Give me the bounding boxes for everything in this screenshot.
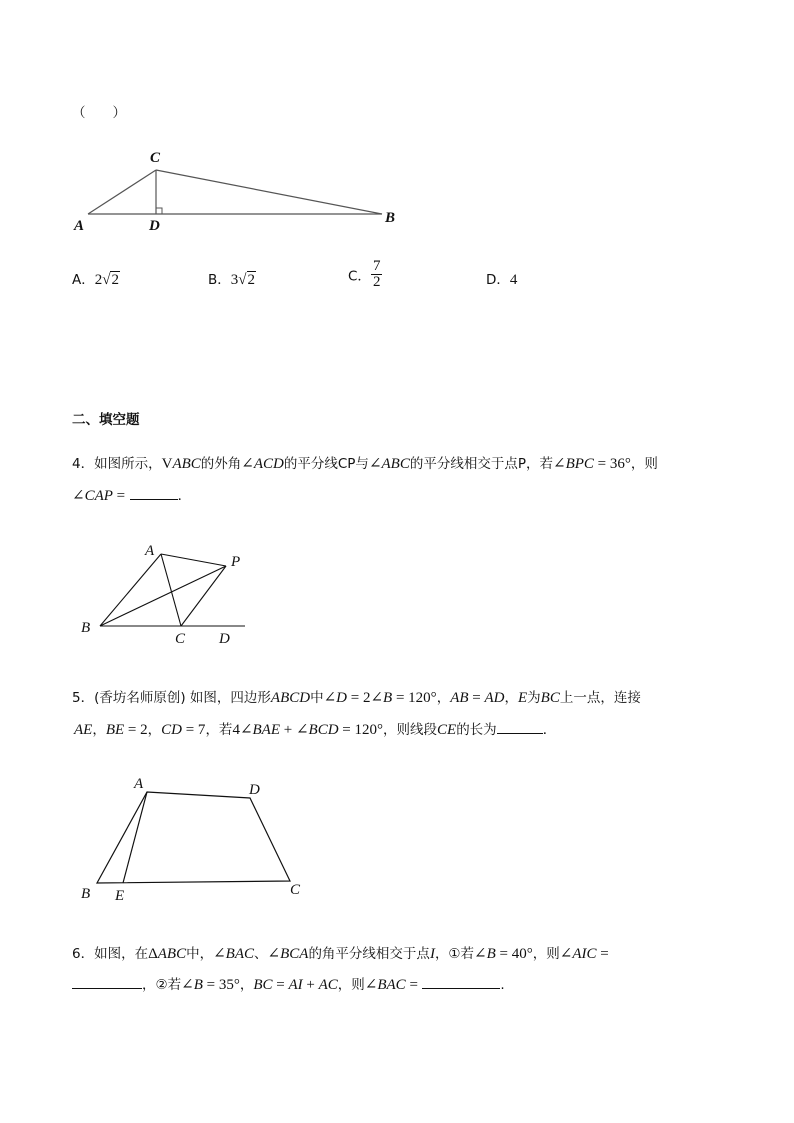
option-c-prefix: C．	[348, 268, 371, 285]
option-b-radicand: 2	[247, 272, 255, 288]
segment-ap	[161, 554, 226, 566]
text-run: 5．(香坊名师原创) 如图，四边形	[72, 690, 271, 706]
text-run: ，则	[532, 946, 560, 962]
text-run: Δ	[148, 946, 158, 962]
answer-parentheses: （ ）	[72, 105, 126, 121]
text-run: BAC	[377, 977, 406, 993]
label-b: B	[81, 620, 91, 636]
text-run: 4∠	[232, 722, 253, 738]
text-run: = 120°	[338, 722, 384, 738]
text-run: 4．如图所示，	[72, 456, 162, 472]
option-b[interactable]	[208, 268, 256, 289]
text-run: AC	[318, 977, 338, 993]
period: ．	[542, 722, 557, 738]
text-run: 、	[254, 946, 268, 962]
text-run: ∠	[559, 946, 573, 962]
text-run: 为	[527, 690, 541, 706]
text-run: CD	[161, 722, 182, 738]
segment-bp	[100, 566, 226, 626]
segment-ae	[123, 792, 147, 883]
right-angle-mark	[156, 208, 162, 214]
angle-sign: ∠	[72, 488, 85, 504]
text-run: ，①若	[434, 946, 475, 962]
text-run: ABCD	[270, 690, 311, 706]
text-run: BE	[105, 722, 125, 738]
text-run: BCD	[308, 722, 339, 738]
text-run: 的外角	[200, 456, 242, 472]
text-run: =	[405, 977, 418, 993]
text-run: ABC	[157, 946, 187, 962]
label-c: C	[290, 882, 301, 898]
text-run: 上一点，连接	[559, 690, 641, 706]
text-run: ∠	[553, 456, 566, 472]
text-run: 的平分线相交于点P，若	[409, 456, 553, 472]
label-d: D	[249, 782, 260, 798]
label-b: B	[81, 886, 91, 902]
text-run: 中	[310, 690, 324, 706]
label-c: C	[150, 150, 161, 166]
text-run: = 120°	[392, 690, 437, 706]
text-run: I	[429, 946, 435, 962]
option-b-prefix: B．	[208, 272, 231, 288]
segment-ba	[100, 554, 161, 626]
side-ac	[88, 170, 156, 214]
text-run: V	[161, 456, 173, 472]
text-run: AB	[450, 690, 469, 706]
angle-name: CAP	[84, 488, 113, 504]
text-run: ABC	[172, 456, 201, 472]
text-run: ∠	[241, 456, 254, 472]
text-run: 的长为	[456, 722, 497, 738]
text-run: = 40°	[495, 946, 533, 962]
text-run: ∠	[323, 690, 337, 706]
q6-text-line2	[72, 973, 505, 994]
equals-sign: =	[112, 488, 126, 504]
text-run: B	[383, 690, 393, 706]
label-p: P	[231, 554, 241, 570]
q6-text-line1	[72, 942, 609, 963]
label-d: D	[149, 218, 160, 234]
text-run: 的平分线CP与	[283, 456, 369, 472]
q4-text-line1	[72, 452, 658, 473]
text-run: =	[468, 690, 485, 706]
sqrt-sign: √2	[102, 272, 119, 288]
text-run: 的角平分线相交于点	[308, 946, 430, 962]
label-e: E	[115, 888, 125, 904]
text-run: BC	[253, 977, 273, 993]
text-run: E	[517, 690, 528, 706]
text-run: = 35°	[202, 977, 240, 993]
text-run: ，	[436, 690, 451, 706]
text-run: =	[596, 946, 609, 962]
option-a-radicand: 2	[111, 272, 119, 288]
text-run: ，则线段	[383, 722, 438, 738]
text-run: ，	[239, 977, 254, 993]
text-run: 6．如图，在	[72, 946, 149, 962]
text-run: BC	[540, 690, 560, 706]
option-a[interactable]	[72, 268, 120, 289]
period: .	[500, 977, 505, 993]
text-run: CE	[437, 722, 457, 738]
text-run: ，	[147, 722, 162, 738]
text-run: = 2∠	[347, 690, 384, 706]
text-run: BAC	[225, 946, 255, 962]
text-run: ∠	[181, 977, 194, 993]
q4-figure	[70, 535, 270, 650]
text-run: ，	[92, 722, 106, 738]
option-c[interactable]	[348, 259, 382, 290]
text-run: 中，	[186, 946, 214, 962]
label-b: B	[385, 210, 396, 226]
text-run: ，则	[337, 977, 365, 993]
q4-text-line2	[72, 484, 191, 505]
answer-blank-2[interactable]	[422, 974, 500, 989]
side-cb	[156, 170, 382, 214]
text-run: D	[336, 690, 348, 706]
text-run: ∠	[368, 456, 382, 472]
text-run: AI	[288, 977, 303, 993]
label-a: A	[74, 218, 85, 234]
quadrilateral-abcd	[97, 792, 290, 883]
q3-triangle-figure	[60, 140, 420, 240]
text-run: ，则	[630, 456, 658, 472]
text-run: = 36°	[593, 456, 631, 472]
text-run: =	[272, 977, 289, 993]
text-run: ∠	[364, 977, 378, 993]
option-d[interactable]	[486, 268, 517, 289]
text-run: B	[193, 977, 203, 993]
option-d-value: 4	[509, 272, 518, 288]
segment-cp	[181, 566, 226, 626]
text-run: ，若	[205, 722, 233, 738]
text-run: = 7	[181, 722, 206, 738]
label-d: D	[219, 631, 230, 647]
label-c: C	[175, 631, 186, 647]
text-run: BPC	[565, 456, 594, 472]
text-run: +	[302, 977, 319, 993]
period: ．	[177, 488, 192, 504]
answer-blank[interactable]	[497, 719, 543, 734]
fraction-numerator: 7	[372, 258, 381, 274]
q5-figure	[70, 770, 320, 905]
text-run: ，	[504, 690, 518, 706]
q5-text-line1	[72, 686, 641, 707]
text-run: ABC	[381, 456, 410, 472]
fraction-denominator: 2	[372, 274, 381, 290]
segment-ac	[161, 554, 181, 626]
sqrt-sign: √2	[238, 272, 255, 288]
text-run: BAE	[252, 722, 281, 738]
text-run: AE	[74, 722, 93, 738]
option-d-prefix: D．	[486, 272, 510, 288]
answer-blank[interactable]	[130, 485, 178, 500]
label-a: A	[145, 543, 155, 559]
text-run: AIC	[572, 946, 597, 962]
section-heading: 二、填空题	[72, 412, 140, 428]
text-run: ∠	[213, 946, 226, 962]
text-run: ∠	[267, 946, 281, 962]
text-run: BCA	[280, 946, 309, 962]
text-run: ∠	[474, 946, 487, 962]
option-a-coef: 2	[94, 272, 103, 288]
option-b-coef: 3	[230, 272, 239, 288]
text-run: AD	[484, 690, 505, 706]
text-run: = 2	[124, 722, 148, 738]
text-run: + ∠	[280, 722, 309, 738]
text-run: ACD	[253, 456, 284, 472]
fraction	[371, 259, 383, 290]
text-run: B	[486, 946, 496, 962]
option-a-prefix: A．	[72, 272, 95, 288]
q5-text-line2	[74, 718, 556, 739]
answer-blank-1[interactable]	[72, 974, 142, 989]
text-run: ，②若	[142, 977, 182, 993]
label-a: A	[134, 776, 144, 792]
